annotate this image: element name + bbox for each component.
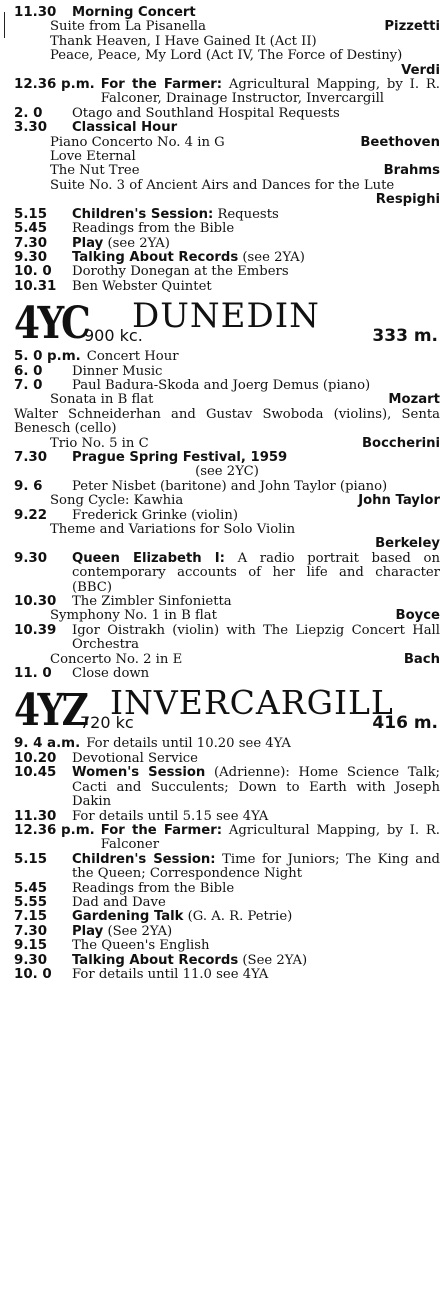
listing-entry — [14, 896, 440, 910]
entry-title: Children's Session: — [72, 206, 214, 222]
work-title: Thank Heaven, I Have Gained It (Act II) — [50, 33, 317, 49]
entry-time: 9. 6 — [14, 478, 43, 494]
entry-text: Time for Juniors; The King and the Queen; Correspondence Night — [72, 851, 440, 882]
entry-time: 3.30 — [14, 120, 48, 136]
entry-text: Ben Webster Quintet — [72, 278, 212, 294]
entry-time: 9.15 — [14, 938, 48, 954]
entry-text: The Zimbler Sinfonietta — [72, 594, 232, 610]
entry-text: Dad and Dave — [72, 894, 166, 910]
entry-title: Talking About Records — [72, 952, 239, 968]
listing-entry — [14, 208, 440, 222]
listing-entry — [14, 910, 440, 924]
entry-title: Classical Hour — [72, 120, 178, 136]
entry-text: A radio portrait based on contemporary accounts of her life and character (BBC) — [72, 550, 440, 595]
entry-text: Agricultural Mapping, by I. R. Falconer, Drainage Instructor, Invercargill — [100, 77, 440, 107]
listing-entry — [14, 350, 440, 364]
entry-time: 9.30 — [14, 249, 48, 265]
entry-title: Queen Elizabeth I: — [72, 550, 225, 566]
entry-time: 10. 0 — [14, 264, 52, 280]
entry-text: Devotional Service — [72, 750, 198, 766]
station-call-sign: 4YC — [14, 298, 89, 350]
programme-line — [14, 653, 440, 667]
entry-time: 5.45 — [14, 221, 48, 237]
listing-entry — [14, 752, 440, 766]
composer: Verdi — [401, 62, 440, 78]
entry-text: Igor Oistrakh (violin) with The Liepzig Concert Hall Orchestra — [72, 622, 440, 653]
entry-time: 7.30 — [14, 923, 48, 939]
entry-text: (See 2YA) — [107, 923, 173, 939]
entry-time: 11. 0 — [14, 666, 52, 682]
entry-time: 11.30 — [14, 5, 57, 20]
entry-time: 9.30 — [14, 550, 48, 566]
entry-text: Dorothy Donegan at the Embers — [72, 264, 289, 280]
listing-entry — [14, 365, 440, 379]
entry-time: 10.39 — [14, 622, 57, 638]
entry-text: For details until 5.15 see 4YA — [72, 808, 269, 824]
programme-line — [14, 20, 440, 34]
listing-entry — [14, 552, 440, 595]
work-title: The Nut Tree — [50, 163, 140, 179]
programme-line — [14, 609, 440, 623]
entry-text: Readings from the Bible — [72, 221, 235, 237]
entry-time: 12.36 p.m. — [14, 822, 95, 838]
work-title: Sonata in B flat — [50, 392, 154, 408]
entry-text: Otago and Southland Hospital Requests — [72, 105, 340, 121]
entry-text: (see 2YA) — [107, 235, 170, 251]
listing-entry — [14, 379, 440, 393]
entry-text: Frederick Grinke (violin) — [72, 507, 238, 523]
entry-time: 9.22 — [14, 507, 48, 523]
entry-title: For the Farmer: — [100, 77, 222, 93]
listing-entry — [14, 925, 440, 939]
station-city: INVERCARGILL — [110, 683, 394, 723]
programme-line — [14, 164, 440, 178]
station-wavelength: 333 m. — [372, 326, 438, 347]
composer-line — [14, 537, 440, 551]
entry-text: Requests — [217, 206, 279, 222]
listing-entry — [14, 824, 440, 853]
entry-time: 7.30 — [14, 235, 48, 251]
entry-time: 10.45 — [14, 765, 57, 781]
entry-title: Play — [72, 235, 104, 251]
entry-title: Morning Concert — [72, 5, 196, 20]
listing-entry — [14, 107, 440, 121]
entry-time: 12.36 p.m. — [14, 77, 95, 93]
work-title: Trio No. 5 in C — [50, 435, 149, 451]
composer: Boyce — [395, 608, 440, 624]
entry-time: 9. 4 a.m. — [14, 736, 81, 752]
entry-text: (see 2YA) — [242, 249, 305, 265]
entry-title: Women's Session — [72, 765, 206, 781]
listing-entry — [14, 737, 440, 751]
entry-time: 5. 0 p.m. — [14, 349, 81, 365]
entry-text: Close down — [72, 666, 150, 682]
composer: Beethoven — [360, 134, 440, 150]
entry-text: Concert Hour — [86, 349, 179, 365]
entry-title: Play — [72, 923, 104, 939]
composer: Mozart — [388, 392, 440, 408]
entry-time: 5.15 — [14, 206, 48, 222]
entry-time: 9.30 — [14, 952, 48, 968]
listing-entry — [14, 237, 440, 251]
entry-text: The Queen's English — [72, 938, 210, 954]
entry-title: Talking About Records — [72, 249, 239, 265]
programme-line — [14, 437, 440, 451]
work-title: Concerto No. 2 in E — [50, 651, 183, 667]
entry-title: Prague Spring Festival, 1959 — [72, 449, 288, 465]
entry-time: 2. 0 — [14, 105, 43, 121]
entry-text: (See 2YA) — [242, 952, 308, 968]
listing-entry — [14, 939, 440, 953]
listing-entry — [14, 6, 440, 20]
composer: Boccherini — [361, 435, 440, 451]
entry-text: (G. A. R. Petrie) — [187, 909, 293, 925]
entry-title: Gardening Talk — [72, 909, 184, 925]
listing-entry — [14, 280, 440, 294]
composer: Bach — [403, 651, 440, 667]
entry-text: For details until 11.0 see 4YA — [72, 966, 269, 982]
performers: Walter Schneiderhan and Gustav Swoboda (violins), Senta Benesch (cello) — [14, 406, 440, 437]
composer-line — [14, 64, 440, 78]
programme-line — [14, 494, 440, 508]
listing-entry — [14, 251, 440, 265]
listing-entry — [14, 78, 440, 107]
listing-entry — [14, 766, 440, 809]
listing-entry — [14, 480, 440, 494]
station-call-sign: 4YZ — [14, 685, 87, 737]
composer-line — [14, 193, 440, 207]
work-title: Theme and Variations for Solo Violin — [50, 522, 296, 537]
listing-entry — [14, 882, 440, 896]
work-title: Symphony No. 1 in B flat — [50, 608, 217, 624]
entry-text: Readings from the Bible — [72, 880, 235, 896]
station-header — [14, 296, 440, 350]
composer: Respighi — [375, 192, 440, 208]
listing-entry — [14, 624, 440, 653]
listing-entry — [14, 667, 440, 681]
programme-line — [14, 393, 440, 407]
entry-time: 5.55 — [14, 894, 48, 910]
listing-entry — [14, 968, 440, 982]
entry-time: 10.31 — [14, 278, 57, 294]
entry-time: 5.45 — [14, 880, 48, 896]
listing-entry — [14, 121, 440, 135]
entry-text: (see 2YC) — [195, 464, 259, 480]
composer: John Taylor — [358, 493, 440, 509]
composer: Pizzetti — [384, 19, 440, 35]
listing-entry — [14, 509, 440, 523]
listing-entry — [14, 810, 440, 824]
station-frequency: 720 kc — [80, 713, 134, 733]
entry-title: Children's Session: — [72, 851, 216, 867]
work-title: Song Cycle: Kawhia — [50, 493, 184, 509]
column-rule — [4, 12, 5, 38]
entry-text: Agricultural Mapping, by I. R. Falconer — [100, 822, 440, 853]
entry-time: 6. 0 — [14, 363, 43, 379]
radio-listings-page — [14, 6, 440, 982]
listing-entry — [14, 222, 440, 236]
entry-text: For details until 10.20 see 4YA — [86, 736, 291, 752]
work-title: Love Eternal — [50, 149, 136, 165]
entry-text: (Adrienne): Home Science Talk; Cacti and Succulents; Down to Earth with Joseph Dakin — [72, 765, 440, 810]
entry-time: 10.20 — [14, 750, 57, 766]
entry-time: 10.30 — [14, 594, 57, 610]
entry-text: Dinner Music — [72, 363, 163, 379]
work-title: Piano Concerto No. 4 in G — [50, 134, 225, 150]
listing-entry — [14, 853, 440, 882]
entry-time: 7.30 — [14, 449, 48, 465]
entry-text: Paul Badura-Skoda and Joerg Demus (piano) — [72, 377, 371, 393]
work-title: Suite No. 3 of Ancient Airs and Dances for the Lute — [50, 177, 395, 193]
entry-time: 11.30 — [14, 808, 57, 824]
entry-time: 5.15 — [14, 851, 48, 867]
station-frequency: 900 kc. — [84, 326, 143, 346]
entry-text: Peter Nisbet (baritone) and John Taylor (piano) — [72, 478, 388, 494]
work-title: Peace, Peace, My Lord (Act IV, The Force of Destiny) — [50, 48, 403, 64]
entry-time: 7. 0 — [14, 377, 43, 393]
station-city: DUNEDIN — [132, 296, 320, 337]
work-title: Suite from La Pisanella — [50, 19, 206, 35]
listing-entry — [14, 595, 440, 609]
station-header — [14, 683, 440, 737]
composer: Brahms — [383, 163, 440, 179]
listing-entry — [14, 954, 440, 968]
composer: Berkeley — [375, 536, 440, 552]
listing-entry — [14, 265, 440, 279]
programme-line — [14, 136, 440, 150]
listing-entry — [14, 451, 440, 465]
entry-time: 7.15 — [14, 909, 48, 925]
station-wavelength: 416 m. — [372, 713, 438, 734]
entry-title: For the Farmer: — [100, 822, 222, 838]
entry-time: 10. 0 — [14, 966, 52, 982]
